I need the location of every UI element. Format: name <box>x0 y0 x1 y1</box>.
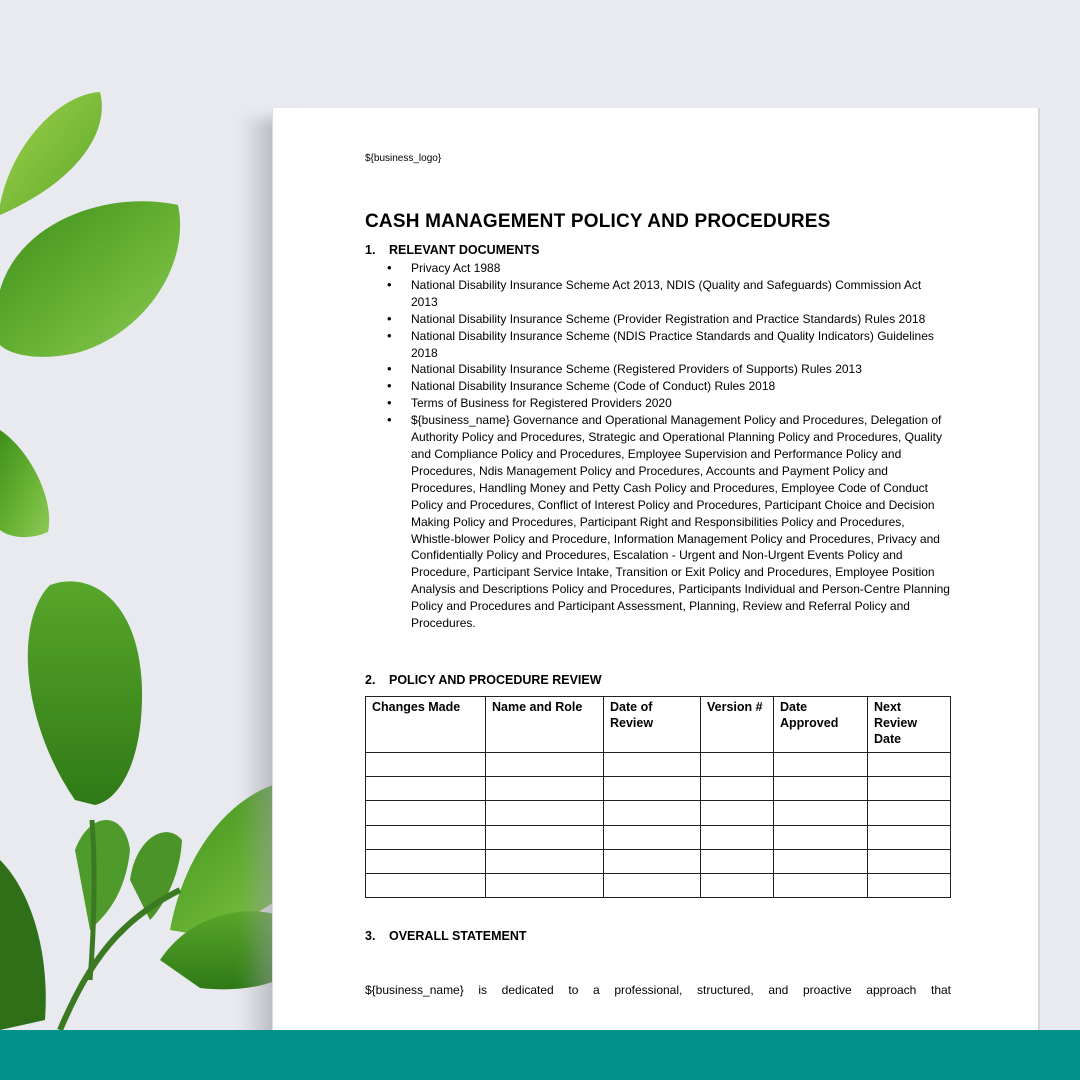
list-item: • National Disability Insurance Scheme (Provider Registration and Practice Standards) Rules 2018 <box>387 311 951 328</box>
table-cell <box>868 873 951 897</box>
table-cell <box>701 873 774 897</box>
document-page <box>272 108 1040 1080</box>
table-cell <box>868 777 951 801</box>
table-cell <box>774 777 868 801</box>
table-row <box>366 801 951 825</box>
table-cell <box>486 825 604 849</box>
table-cell <box>366 801 486 825</box>
table-cell <box>486 849 604 873</box>
table-cell <box>868 752 951 776</box>
table-cell <box>486 801 604 825</box>
section-title: RELEVANT DOCUMENTS <box>389 243 540 257</box>
table-row <box>366 873 951 897</box>
list-item: • National Disability Insurance Scheme (Code of Conduct) Rules 2018 <box>387 378 951 395</box>
table-header-row <box>366 696 951 752</box>
table-cell <box>366 777 486 801</box>
section-heading-relevant-documents <box>365 242 951 258</box>
column-header-version: Version # <box>701 696 774 752</box>
table-cell <box>701 801 774 825</box>
section-number: 1. <box>365 243 376 257</box>
column-header-next-review-date: Next Review Date <box>868 696 951 752</box>
policy-review-table <box>365 696 951 898</box>
table-cell <box>774 873 868 897</box>
table-cell <box>366 849 486 873</box>
table-cell <box>868 801 951 825</box>
table-cell <box>486 873 604 897</box>
table-cell <box>366 752 486 776</box>
table-cell <box>701 849 774 873</box>
section-number: 2. <box>365 672 376 687</box>
table-cell <box>868 825 951 849</box>
table-cell <box>701 825 774 849</box>
document-title: CASH MANAGEMENT POLICY AND PROCEDURES <box>365 211 831 232</box>
document-content <box>365 152 951 998</box>
overall-statement-paragraph: ${business_name} is dedicated to a professional, structured, and proactive approach that <box>365 983 951 998</box>
bottom-teal-band <box>0 1030 1080 1080</box>
table-cell <box>604 752 701 776</box>
table-cell <box>701 777 774 801</box>
list-item: • Terms of Business for Registered Providers 2020 <box>387 395 951 412</box>
table-cell <box>604 849 701 873</box>
section-heading-overall-statement <box>365 928 951 944</box>
table-cell <box>366 873 486 897</box>
table-row <box>366 777 951 801</box>
section-title: POLICY AND PROCEDURE REVIEW <box>389 672 602 687</box>
table-cell <box>604 777 701 801</box>
list-item: • Privacy Act 1988 <box>387 260 951 277</box>
table-cell <box>701 752 774 776</box>
column-header-date-of-review: Date of Review <box>604 696 701 752</box>
section-number: 3. <box>365 929 376 944</box>
table-cell <box>774 752 868 776</box>
column-header-name-and-role: Name and Role <box>486 696 604 752</box>
table-cell <box>604 801 701 825</box>
column-header-date-approved: Date Approved <box>774 696 868 752</box>
section-title: OVERALL STATEMENT <box>389 929 527 944</box>
table-row <box>366 825 951 849</box>
table-cell <box>486 752 604 776</box>
business-logo-placeholder: ${business_logo} <box>365 153 442 164</box>
list-item: • National Disability Insurance Scheme (NDIS Practice Standards and Quality Indicators) Guidelines 2018 <box>387 328 951 362</box>
table-cell <box>774 801 868 825</box>
table-row <box>366 752 951 776</box>
table-cell <box>604 825 701 849</box>
list-item: • ${business_name} Governance and Operational Management Policy and Procedures, Delegation of Authority Policy and Procedures, Strategic and Operational Planning Policy and Procedures, Quality and Compliance Policy and Procedures, Employee Supervision and Performance Policy and Procedures, Ndis Management Policy and Procedures, Accounts and Payment Policy and Procedures, Handling Money and Petty Cash Policy and Procedures, Employee Code of Conduct Policy and Procedures, Conflict of Interest Policy and Procedures, Participant Choice and Decision Making Policy and Procedures, Participant Right and Responsibilities Policy and Procedures, Whistle-blower Policy and Procedure, Information Management Policy and Procedures, Privacy and Confidentially Policy and Procedures, Escalation - Urgent and Non-Urgent Events Policy and Procedure, Participant Service Intake, Transition or Exit Policy and Procedures, Employee Position Analysis and Descriptions Policy and Procedures, Participants Individual and Person-Centre Planning Policy and Procedures and Participant Assessment, Planning, Review and Referral Policy and Procedures. <box>387 412 951 632</box>
table-row <box>366 849 951 873</box>
list-item: • National Disability Insurance Scheme (Registered Providers of Supports) Rules 2013 <box>387 361 951 378</box>
table-cell <box>774 849 868 873</box>
table-cell <box>868 849 951 873</box>
relevant-documents-list <box>387 260 951 632</box>
table-cell <box>604 873 701 897</box>
table-cell <box>486 777 604 801</box>
section-heading-policy-review <box>365 672 951 688</box>
column-header-changes-made: Changes Made <box>366 696 486 752</box>
table-cell <box>774 825 868 849</box>
list-item: • National Disability Insurance Scheme Act 2013, NDIS (Quality and Safeguards) Commission Act 2013 <box>387 277 951 311</box>
table-cell <box>366 825 486 849</box>
